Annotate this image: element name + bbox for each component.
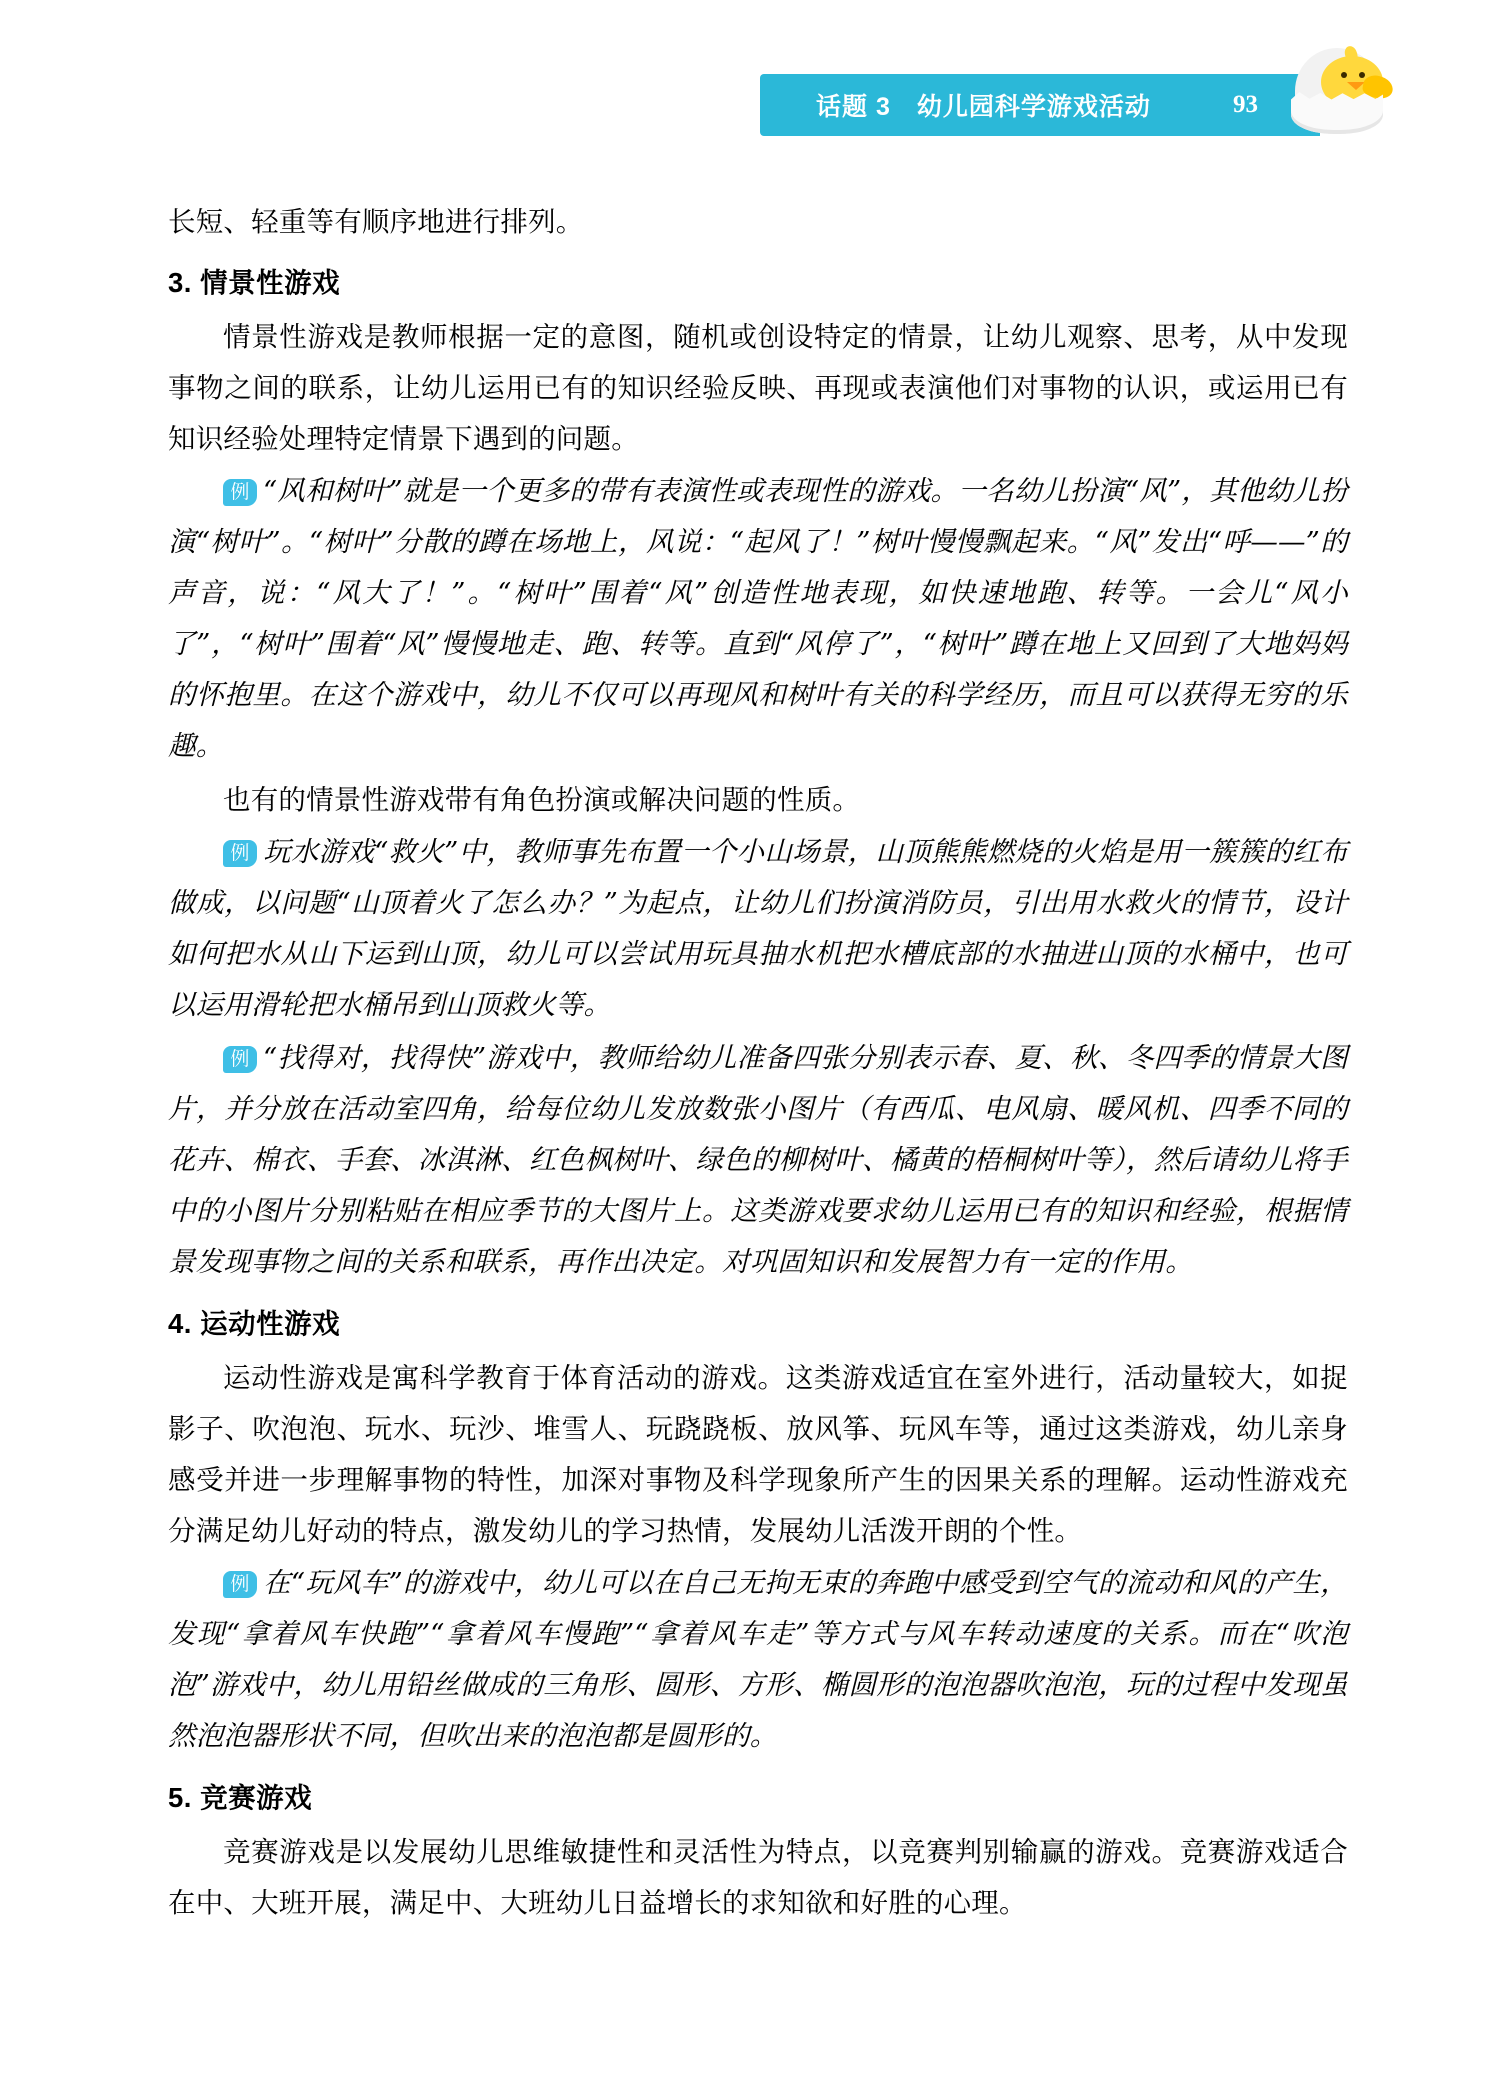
- heading-section-4: 4. 运动性游戏: [168, 1308, 341, 1339]
- heading-section-5: 5. 竞赛游戏: [168, 1782, 313, 1813]
- paragraph-section3-intro: 情景性游戏是教师根据一定的意图，随机或创设特定的情景，让幼儿观察、思考，从中发现事物之间的联系，让幼儿运用已有的知识经验反映、再现或表演他们对事物的认识，或运用已有知识经验处理特定情景下遇到的问题。: [168, 321, 1348, 454]
- example-block-1: [168, 466, 1348, 772]
- document-body: [168, 196, 1348, 1930]
- paragraph-section5-intro: 竞赛游戏是以发展幼儿思维敏捷性和灵活性为特点，以竞赛判别输赢的游戏。竞赛游戏适合在中、大班开展，满足中、大班幼儿日益增长的求知欲和好胜的心理。: [168, 1836, 1348, 1918]
- example-badge-icon: 例: [223, 840, 257, 867]
- paragraph-section4-intro: 运动性游戏是寓科学教育于体育活动的游戏。这类游戏适宜在室外进行，活动量较大，如捉影子、吹泡泡、玩水、玩沙、堆雪人、玩跷跷板、放风筝、玩风车等，通过这类游戏，幼儿亲身感受并进一步理解事物的特性，加深对事物及科学现象所产生的因果关系的理解。运动性游戏充分满足幼儿好动的特点，激发幼儿的学习热情，发展幼儿活泼开朗的个性。: [168, 1362, 1348, 1546]
- header-title: 幼儿园科学游戏活动: [916, 93, 1151, 121]
- page-number: 93: [1233, 91, 1258, 118]
- page-header: [760, 74, 1320, 136]
- example-badge-icon: 例: [223, 479, 257, 506]
- example-block-3: [168, 1033, 1348, 1288]
- example-text: “风和树叶”就是一个更多的带有表演性或表现性的游戏。一名幼儿扮演“风”，其他幼儿扮演“树叶”。“树叶”分散的蹲在场地上，风说：“起风了！”树叶慢慢飘起来。“风”发出“呼——”的声音，说：“风大了！”。“树叶”围着“风”创造性地表现，如快速地跑、转等。一会儿“风小了”，“树叶”围着“风”慢慢地走、跑、转等。直到“风停了”，“树叶”蹲在地上又回到了大地妈妈的怀抱里。在这个游戏中，幼儿不仅可以再现风和树叶有关的科学经历，而且可以获得无穷的乐趣。: [168, 475, 1349, 762]
- chick-in-egg-icon: [1285, 40, 1405, 150]
- example-text: 玩水游戏“救火”中，教师事先布置一个小山场景，山顶熊熊燃烧的火焰是用一簇簇的红布做成，以问题“山顶着火了怎么办？”为起点，让幼儿们扮演消防员，引出用水救火的情节，设计如何把水从山下运到山顶，幼儿可以尝试用玩具抽水机把水槽底部的水抽进山顶的水桶中，也可以运用滑轮把水桶吊到山顶救火等。: [168, 836, 1348, 1021]
- example-badge-icon: 例: [223, 1571, 257, 1598]
- example-badge-icon: 例: [223, 1046, 257, 1073]
- example-text: “找得对，找得快”游戏中，教师给幼儿准备四张分别表示春、夏、秋、冬四季的情景大图片，并分放在活动室四角，给每位幼儿发放数张小图片（有西瓜、电风扇、暖风机、四季不同的花卉、棉衣、手套、冰淇淋、红色枫树叶、绿色的柳树叶、橘黄的梧桐树叶等），然后请幼儿将手中的小图片分别粘贴在相应季节的大图片上。这类游戏要求幼儿运用已有的知识和经验，根据情景发现事物之间的关系和联系，再作出决定。对巩固知识和发展智力有一定的作用。: [168, 1042, 1348, 1278]
- heading-section-3: 3. 情景性游戏: [168, 267, 341, 298]
- paragraph-continued: 长短、轻重等有顺序地进行排列。: [168, 206, 584, 237]
- paragraph-section3-note: 也有的情景性游戏带有角色扮演或解决问题的性质。: [223, 784, 861, 815]
- header-topic: 话题 3: [816, 93, 891, 121]
- example-text: 在“玩风车”的游戏中，幼儿可以在自己无拘无束的奔跑中感受到空气的流动和风的产生，发现“拿着风车快跑”“拿着风车慢跑”“拿着风车走”等方式与风车转动速度的关系。而在“吹泡泡”游戏中，幼儿用铅丝做成的三角形、圆形、方形、椭圆形的泡泡器吹泡泡，玩的过程中发现虽然泡泡器形状不同，但吹出来的泡泡都是圆形的。: [168, 1567, 1348, 1752]
- example-block-2: [168, 827, 1348, 1031]
- example-block-4: [168, 1558, 1348, 1762]
